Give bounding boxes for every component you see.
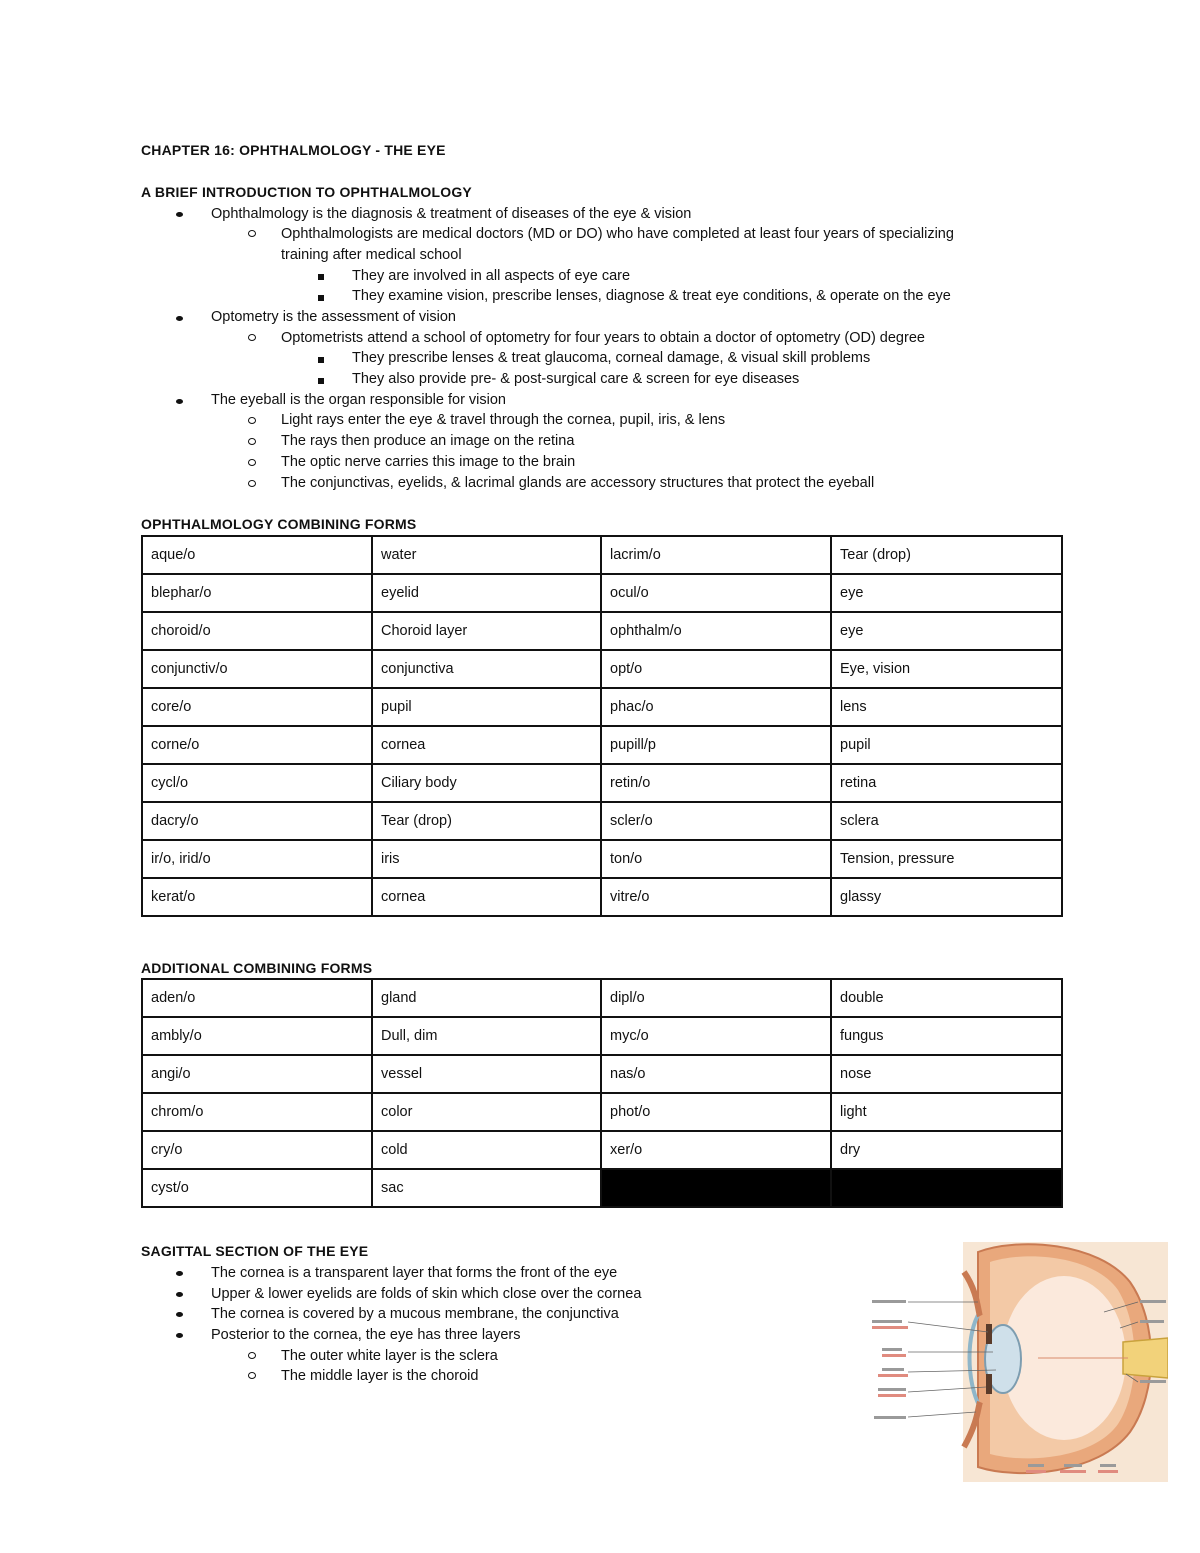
intro-line: Light rays enter the eye & travel through the cornea, pupil, iris, & lens — [281, 412, 726, 428]
meaning-cell: dry — [831, 1131, 1062, 1169]
meaning-cell: vessel — [372, 1055, 601, 1093]
ophth-forms-table — [141, 535, 1063, 917]
meaning-cell: cold — [372, 1131, 601, 1169]
bullet-hollow — [248, 416, 256, 427]
combining-form-cell: ocul/o — [601, 574, 831, 612]
intro-line: Ophthalmology is the diagnosis & treatment of diseases of the eye & vision — [211, 206, 692, 222]
combining-form-cell: aden/o — [142, 979, 372, 1017]
combining-form-cell: conjunctiv/o — [142, 650, 372, 688]
combining-form-cell: angi/o — [142, 1055, 372, 1093]
bullet-hollow — [248, 1371, 256, 1382]
meaning-cell: eye — [831, 574, 1062, 612]
combining-form-cell: dacry/o — [142, 802, 372, 840]
table-row — [142, 688, 1062, 726]
combining-form-cell: choroid/o — [142, 612, 372, 650]
bullet-square — [318, 376, 324, 387]
combining-form-cell: pupill/p — [601, 726, 831, 764]
additional-forms-heading: ADDITIONAL COMBINING FORMS — [141, 960, 373, 976]
meaning-cell: Eye, vision — [831, 650, 1062, 688]
meaning-cell: cornea — [372, 726, 601, 764]
bullet-dot — [176, 209, 183, 220]
table-row — [142, 612, 1062, 650]
intro-line: The eyeball is the organ responsible for vision — [211, 392, 506, 408]
combining-form-cell: chrom/o — [142, 1093, 372, 1131]
meaning-cell: gland — [372, 979, 601, 1017]
meaning-cell: Tension, pressure — [831, 840, 1062, 878]
bullet-hollow — [248, 229, 256, 240]
empty-cell — [601, 1169, 831, 1207]
bullet-hollow — [248, 333, 256, 344]
bullet-hollow — [248, 479, 256, 490]
empty-cell — [831, 1169, 1062, 1207]
table-row — [142, 1093, 1062, 1131]
bullet-dot — [176, 396, 183, 407]
intro-line: They prescribe lenses & treat glaucoma, corneal damage, & visual skill problems — [352, 350, 871, 366]
meaning-cell: Tear (drop) — [831, 536, 1062, 574]
combining-form-cell: corne/o — [142, 726, 372, 764]
intro-line: They are involved in all aspects of eye care — [352, 268, 631, 284]
combining-form-cell: cyst/o — [142, 1169, 372, 1207]
intro-heading: A BRIEF INTRODUCTION TO OPHTHALMOLOGY — [141, 184, 472, 200]
sagittal-line: The cornea is a transparent layer that forms the front of the eye — [211, 1265, 618, 1281]
combining-form-cell: ton/o — [601, 840, 831, 878]
combining-form-cell: kerat/o — [142, 878, 372, 916]
combining-form-cell: opt/o — [601, 650, 831, 688]
table-row — [142, 802, 1062, 840]
meaning-cell: pupil — [372, 688, 601, 726]
meaning-cell: cornea — [372, 878, 601, 916]
meaning-cell: lens — [831, 688, 1062, 726]
bullet-square — [318, 293, 324, 304]
bullet-hollow — [248, 458, 256, 469]
chapter-title: CHAPTER 16: OPHTHALMOLOGY - THE EYE — [141, 142, 446, 158]
bullet-dot — [176, 1289, 183, 1300]
combining-form-cell: cycl/o — [142, 764, 372, 802]
combining-form-cell: phot/o — [601, 1093, 831, 1131]
table-row — [142, 840, 1062, 878]
intro-line: The conjunctivas, eyelids, & lacrimal glands are accessory structures that protect the eyeball — [281, 475, 875, 491]
table-row — [142, 1017, 1062, 1055]
meaning-cell: retina — [831, 764, 1062, 802]
intro-line: Ophthalmologists are medical doctors (MD or DO) who have completed at least four years of specializing — [281, 226, 954, 242]
bullet-dot — [176, 313, 183, 324]
sagittal-line: The cornea is covered by a mucous membrane, the conjunctiva — [211, 1306, 619, 1322]
meaning-cell: eyelid — [372, 574, 601, 612]
table-row — [142, 536, 1062, 574]
meaning-cell: Choroid layer — [372, 612, 601, 650]
intro-line: They examine vision, prescribe lenses, diagnose & treat eye conditions, & operate on the eye — [352, 288, 951, 304]
sagittal-line: The outer white layer is the sclera — [281, 1348, 498, 1364]
bullet-dot — [176, 1309, 183, 1320]
combining-form-cell: ophthalm/o — [601, 612, 831, 650]
meaning-cell: color — [372, 1093, 601, 1131]
combining-form-cell: ambly/o — [142, 1017, 372, 1055]
table-row — [142, 650, 1062, 688]
combining-form-cell: xer/o — [601, 1131, 831, 1169]
additional-forms-table — [141, 978, 1063, 1208]
combining-form-cell: dipl/o — [601, 979, 831, 1017]
bullet-square — [318, 355, 324, 366]
sagittal-line: Upper & lower eyelids are folds of skin which close over the cornea — [211, 1286, 642, 1302]
sagittal-line: Posterior to the cornea, the eye has three layers — [211, 1327, 521, 1343]
combining-form-cell: phac/o — [601, 688, 831, 726]
table-row — [142, 979, 1062, 1017]
combining-form-cell: core/o — [142, 688, 372, 726]
eye-sagittal-illustration — [868, 1242, 1168, 1482]
meaning-cell: nose — [831, 1055, 1062, 1093]
sagittal-heading: SAGITTAL SECTION OF THE EYE — [141, 1243, 369, 1259]
table-row — [142, 1131, 1062, 1169]
combining-form-cell: cry/o — [142, 1131, 372, 1169]
intro-line: They also provide pre- & post-surgical care & screen for eye diseases — [352, 371, 800, 387]
intro-line: The optic nerve carries this image to the brain — [281, 454, 576, 470]
combining-form-cell: vitre/o — [601, 878, 831, 916]
bullet-square — [318, 272, 324, 283]
meaning-cell: Dull, dim — [372, 1017, 601, 1055]
meaning-cell: eye — [831, 612, 1062, 650]
meaning-cell: glassy — [831, 878, 1062, 916]
meaning-cell: water — [372, 536, 601, 574]
bullet-hollow — [248, 1351, 256, 1362]
table-row — [142, 1169, 1062, 1207]
table-row — [142, 878, 1062, 916]
table-row — [142, 574, 1062, 612]
combining-form-cell: lacrim/o — [601, 536, 831, 574]
combining-form-cell: blephar/o — [142, 574, 372, 612]
combining-form-cell: myc/o — [601, 1017, 831, 1055]
combining-form-cell: nas/o — [601, 1055, 831, 1093]
meaning-cell: Ciliary body — [372, 764, 601, 802]
meaning-cell: iris — [372, 840, 601, 878]
table-row — [142, 764, 1062, 802]
table-row — [142, 726, 1062, 764]
table-row — [142, 1055, 1062, 1093]
meaning-cell: Tear (drop) — [372, 802, 601, 840]
intro-line: Optometry is the assessment of vision — [211, 309, 456, 325]
combining-form-cell: aque/o — [142, 536, 372, 574]
bullet-dot — [176, 1268, 183, 1279]
meaning-cell: sclera — [831, 802, 1062, 840]
intro-line: Optometrists attend a school of optometry for four years to obtain a doctor of optometry (OD) degree — [281, 330, 925, 346]
combining-form-cell: scler/o — [601, 802, 831, 840]
meaning-cell: pupil — [831, 726, 1062, 764]
bullet-hollow — [248, 437, 256, 448]
meaning-cell: light — [831, 1093, 1062, 1131]
bullet-dot — [176, 1330, 183, 1341]
meaning-cell: sac — [372, 1169, 601, 1207]
intro-line: The rays then produce an image on the retina — [281, 433, 575, 449]
intro-line: training after medical school — [281, 247, 462, 263]
ophth-forms-heading: OPHTHALMOLOGY COMBINING FORMS — [141, 516, 417, 532]
combining-form-cell: ir/o, irid/o — [142, 840, 372, 878]
combining-form-cell: retin/o — [601, 764, 831, 802]
sagittal-line: The middle layer is the choroid — [281, 1368, 479, 1384]
meaning-cell: conjunctiva — [372, 650, 601, 688]
meaning-cell: double — [831, 979, 1062, 1017]
meaning-cell: fungus — [831, 1017, 1062, 1055]
